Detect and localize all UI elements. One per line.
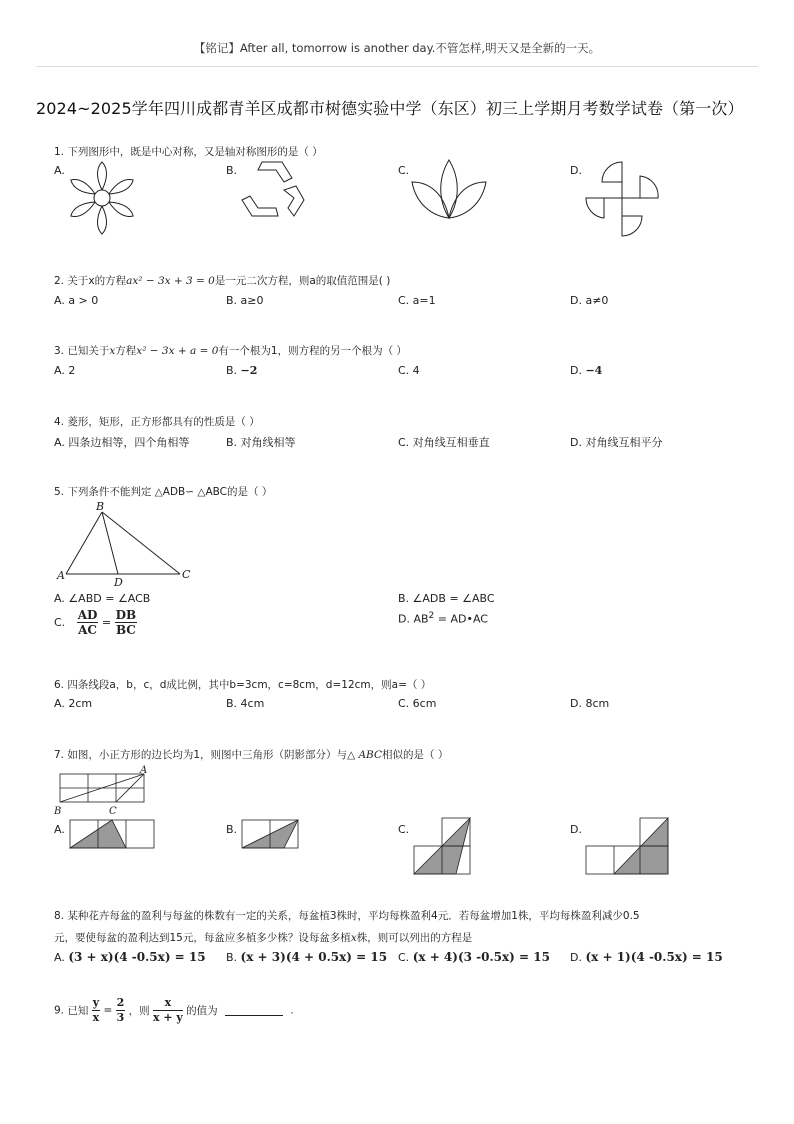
- q8-option-b: [226, 950, 387, 964]
- exam-title: 2024~2025学年四川成都青羊区成都市树德实验中学（东区）初三上学期月考数学试卷（第一次）: [36, 99, 744, 118]
- question-equation: x² − 3x + a = 0: [136, 345, 219, 357]
- q1-flower-figure: [66, 162, 138, 234]
- vertex-label-c: C: [109, 806, 117, 817]
- equals-sign: =: [103, 1004, 113, 1017]
- fraction-denominator: AC: [78, 623, 97, 637]
- vertex-label-b: B: [96, 500, 105, 513]
- q3-option-a: A. 2: [54, 364, 76, 377]
- question-number: 4.: [54, 416, 65, 428]
- q8-option-d: [570, 950, 723, 964]
- q3-option-b: [226, 364, 257, 377]
- question-variable: x: [109, 345, 116, 357]
- question-stem-post: 相似的是（ ）: [382, 749, 449, 761]
- question-1: [54, 144, 323, 159]
- q7-option-a-label: A.: [54, 823, 65, 836]
- question-number: 6.: [54, 679, 65, 691]
- q7-option-a-figure: [70, 820, 154, 848]
- question-number: 9.: [54, 1004, 65, 1017]
- question-2: [54, 273, 390, 288]
- fraction-numerator: DB: [115, 608, 137, 622]
- question-3: [54, 343, 407, 358]
- q7-option-c-figure: [414, 818, 472, 876]
- question-stem: 四条线段a，b，c，d成比例，其中b=3cm，c=8cm，d=12cm，则a=（ ）: [67, 679, 432, 691]
- fraction-two-thirds: [116, 996, 126, 1025]
- question-stem-post: 是一元二次方程，则a的取值范围是( ): [214, 275, 391, 287]
- question-8-line-2: [54, 930, 472, 945]
- question-stem-mid: 方程: [115, 345, 137, 357]
- page-motto: 【铭记】After all, tomorrow is another day.不管怎样,明天又是全新的一天。: [193, 41, 601, 55]
- q1-option-d-label: D.: [570, 164, 582, 177]
- q1-option-c-label: C.: [398, 164, 410, 177]
- question-number: 2.: [54, 275, 65, 287]
- fraction-numerator: y: [92, 996, 100, 1009]
- fraction-numerator: 2: [116, 996, 125, 1009]
- question-stem: 下列图形中，既是中心对称，又是轴对称图形的是（ ）: [67, 146, 323, 158]
- fraction-y-over-x: [92, 996, 100, 1025]
- question-6: [54, 677, 431, 692]
- q3-option-c: C. 4: [398, 364, 420, 377]
- q7-option-b-figure: [242, 820, 300, 850]
- q3-option-d: [570, 364, 602, 377]
- option-label: A.: [54, 951, 69, 964]
- q1-recycle-figure: [238, 158, 306, 220]
- fraction-numerator: x: [153, 996, 183, 1011]
- question-number: 5.: [54, 486, 65, 498]
- q7-option-d-figure: [586, 818, 672, 876]
- q4-option-a: A. 四条边相等，四个角相等: [54, 436, 190, 449]
- question-4: [54, 414, 260, 429]
- option-label: B.: [226, 951, 241, 964]
- fraction-denominator: 3: [116, 1011, 125, 1024]
- question-8-line-1: [54, 908, 640, 923]
- fraction-ad-ac: [77, 608, 99, 637]
- question-triangle: △ ABC: [347, 749, 383, 761]
- q4-option-c: C. 对角线互相垂直: [398, 436, 490, 449]
- q2-option-c: C. a=1: [398, 294, 436, 307]
- question-stem-post: 有一个根为1，则方程的另一个根为（ ）: [218, 345, 407, 357]
- fraction-denominator: BC: [115, 623, 136, 637]
- fraction-denominator: x: [92, 1011, 100, 1024]
- question-stem-pre: 已知: [67, 1005, 89, 1017]
- q5-option-c: [54, 608, 137, 637]
- fraction-denominator: x + y: [152, 1011, 183, 1024]
- option-label: C.: [54, 616, 66, 629]
- vertex-label-c: C: [182, 568, 191, 581]
- q1-option-a-label: A.: [54, 164, 65, 177]
- option-rest: = AD•AC: [434, 612, 488, 626]
- q7-reference-grid-figure: [54, 764, 154, 820]
- question-5: [54, 484, 272, 499]
- question-number: 8.: [54, 910, 65, 922]
- q2-option-b: B. a≥0: [226, 294, 264, 307]
- equals-sign: =: [101, 616, 112, 629]
- q6-option-b: B. 4cm: [226, 697, 265, 710]
- question-stem-pre: 元，要使每盆的盈利达到15元，每盆应多植多少株？设每盆多植: [54, 932, 351, 944]
- q2-option-a: A. a > 0: [54, 294, 99, 307]
- q4-option-d: D. 对角线互相平分: [570, 436, 663, 449]
- vertex-label-a: A: [140, 765, 148, 776]
- header-divider: [36, 66, 758, 67]
- question-stem-pre: 如图，小正方形的边长均为1，则图中三角形（阴影部分）与: [67, 749, 348, 761]
- q7-option-d-label: D.: [570, 823, 582, 836]
- question-stem-post: 的值为: [186, 1005, 218, 1017]
- option-label: C.: [398, 951, 413, 964]
- option-label: D.: [570, 364, 586, 377]
- question-equation: ax² − 3x + 3 = 0: [126, 275, 215, 287]
- exponent: 2: [428, 611, 435, 621]
- q2-option-d: D. a≠0: [570, 294, 609, 307]
- question-7: [54, 747, 448, 762]
- question-variable: x: [350, 932, 357, 944]
- option-value: −4: [585, 364, 603, 377]
- question-stem-pre: 关于x的方程: [67, 275, 127, 287]
- q4-option-b: B. 对角线相等: [226, 436, 296, 449]
- question-stem: 菱形，矩形，正方形都具有的性质是（ ）: [67, 416, 260, 428]
- question-stem-pre: 已知关于: [67, 345, 110, 357]
- question-stem: 下列条件不能判定 △ADB∽ △ABC的是（ ）: [67, 486, 273, 498]
- fraction-x-over-x-plus-y: [153, 996, 183, 1025]
- question-stem-post: 株，则可以列出的方程是: [356, 932, 473, 944]
- q1-pinwheel-figure: [584, 158, 662, 238]
- vertex-label-a: A: [57, 569, 65, 582]
- vertex-label-d: D: [114, 576, 123, 589]
- answer-blank[interactable]: [225, 1005, 283, 1016]
- option-label: D. AB: [398, 612, 429, 626]
- question-stem-mid: ，则: [128, 1005, 150, 1017]
- question-number: 3.: [54, 345, 65, 357]
- option-equation: (x + 4)(3 -0.5x) = 15: [412, 950, 550, 964]
- fraction-numerator: AD: [77, 608, 98, 622]
- q1-option-b-label: B.: [226, 164, 238, 177]
- fraction-db-bc: [115, 608, 138, 637]
- option-label: D.: [570, 951, 586, 964]
- q7-option-c-label: C.: [398, 823, 410, 836]
- q8-option-c: [398, 950, 550, 964]
- q8-option-a: [54, 950, 206, 964]
- vertex-label-b: B: [54, 806, 62, 817]
- question-stem-end: .: [290, 1004, 294, 1017]
- q5-option-b: B. ∠ADB = ∠ABC: [398, 592, 495, 605]
- question-number: 1.: [54, 146, 65, 158]
- option-equation: (3 + x)(4 -0.5x) = 15: [68, 950, 206, 964]
- option-equation: (x + 1)(4 -0.5x) = 15: [585, 950, 723, 964]
- question-9: [54, 996, 294, 1025]
- q5-option-d: [398, 611, 488, 626]
- option-equation: (x + 3)(4 + 0.5x) = 15: [240, 950, 388, 964]
- option-label: B.: [226, 364, 241, 377]
- q6-option-c: C. 6cm: [398, 697, 437, 710]
- q1-lotus-figure: [410, 160, 488, 220]
- question-stem-line-1: 某种花卉每盆的盈利与每盆的株数有一定的关系，每盆植3株时，平均每株盈利4元．若每盆增加1株，平均每株盈利减少0.5: [67, 910, 640, 922]
- option-value: −2: [240, 364, 258, 377]
- q5-option-a: A. ∠ABD = ∠ACB: [54, 592, 151, 605]
- q6-option-a: A. 2cm: [54, 697, 93, 710]
- q7-option-b-label: B.: [226, 823, 238, 836]
- q5-triangle-figure: [54, 500, 204, 590]
- question-number: 7.: [54, 749, 65, 761]
- q6-option-d: D. 8cm: [570, 697, 610, 710]
